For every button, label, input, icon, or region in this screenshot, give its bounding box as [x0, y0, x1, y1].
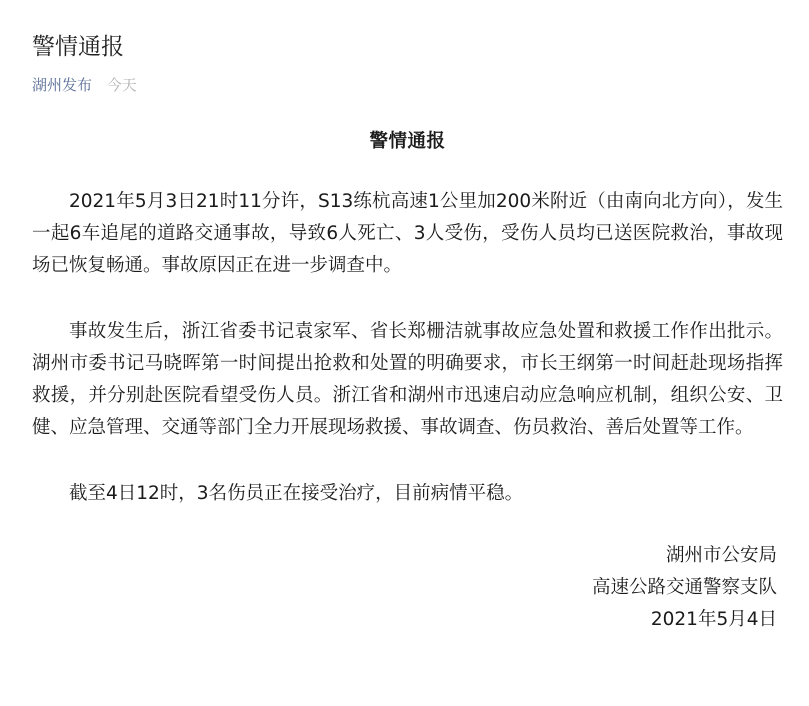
- page-title: 警情通报: [32, 34, 124, 60]
- paragraph-incident: 2021年5月3日21时11分许，S13练杭高速1公里加200米附近（由南向北方向），发生一起6车追尾的道路交通事故，导致6人死亡、3人受伤，受伤人员均已送医院救治，事故现场已恢复畅通。事故原因正在进一步调查中。: [32, 191, 783, 276]
- article-meta: [32, 74, 779, 96]
- paragraph-status: 截至4日12时，3名伤员正在接受治疗，目前病情平稳。: [69, 483, 524, 504]
- signature-date: 2021年5月4日: [650, 609, 777, 630]
- signature-org-bureau: 湖州市公安局: [665, 545, 777, 566]
- source-account-link[interactable]: 湖州发布: [32, 76, 93, 94]
- publish-time: 今天: [106, 76, 137, 94]
- article-heading: 警情通报: [369, 131, 446, 152]
- signature-org-detachment: 高速公路交通警察支队: [591, 577, 777, 598]
- signature-block: [32, 540, 777, 636]
- paragraph-response: 事故发生后，浙江省委书记袁家军、省长郑栅洁就事故应急处置和救援工作作出批示。湖州市委书记马晓晖第一时间提出抢救和处置的明确要求，市长王纲第一时间赶赴现场指挥救援，并分别赴医院看望受伤人员。浙江省和湖州市迅速启动应急响应机制，组织公安、卫健、应急管理、交通等部门全力开展现场救援、事故调查、伤员救治、善后处置等工作。: [32, 321, 783, 438]
- article-body: [32, 126, 783, 636]
